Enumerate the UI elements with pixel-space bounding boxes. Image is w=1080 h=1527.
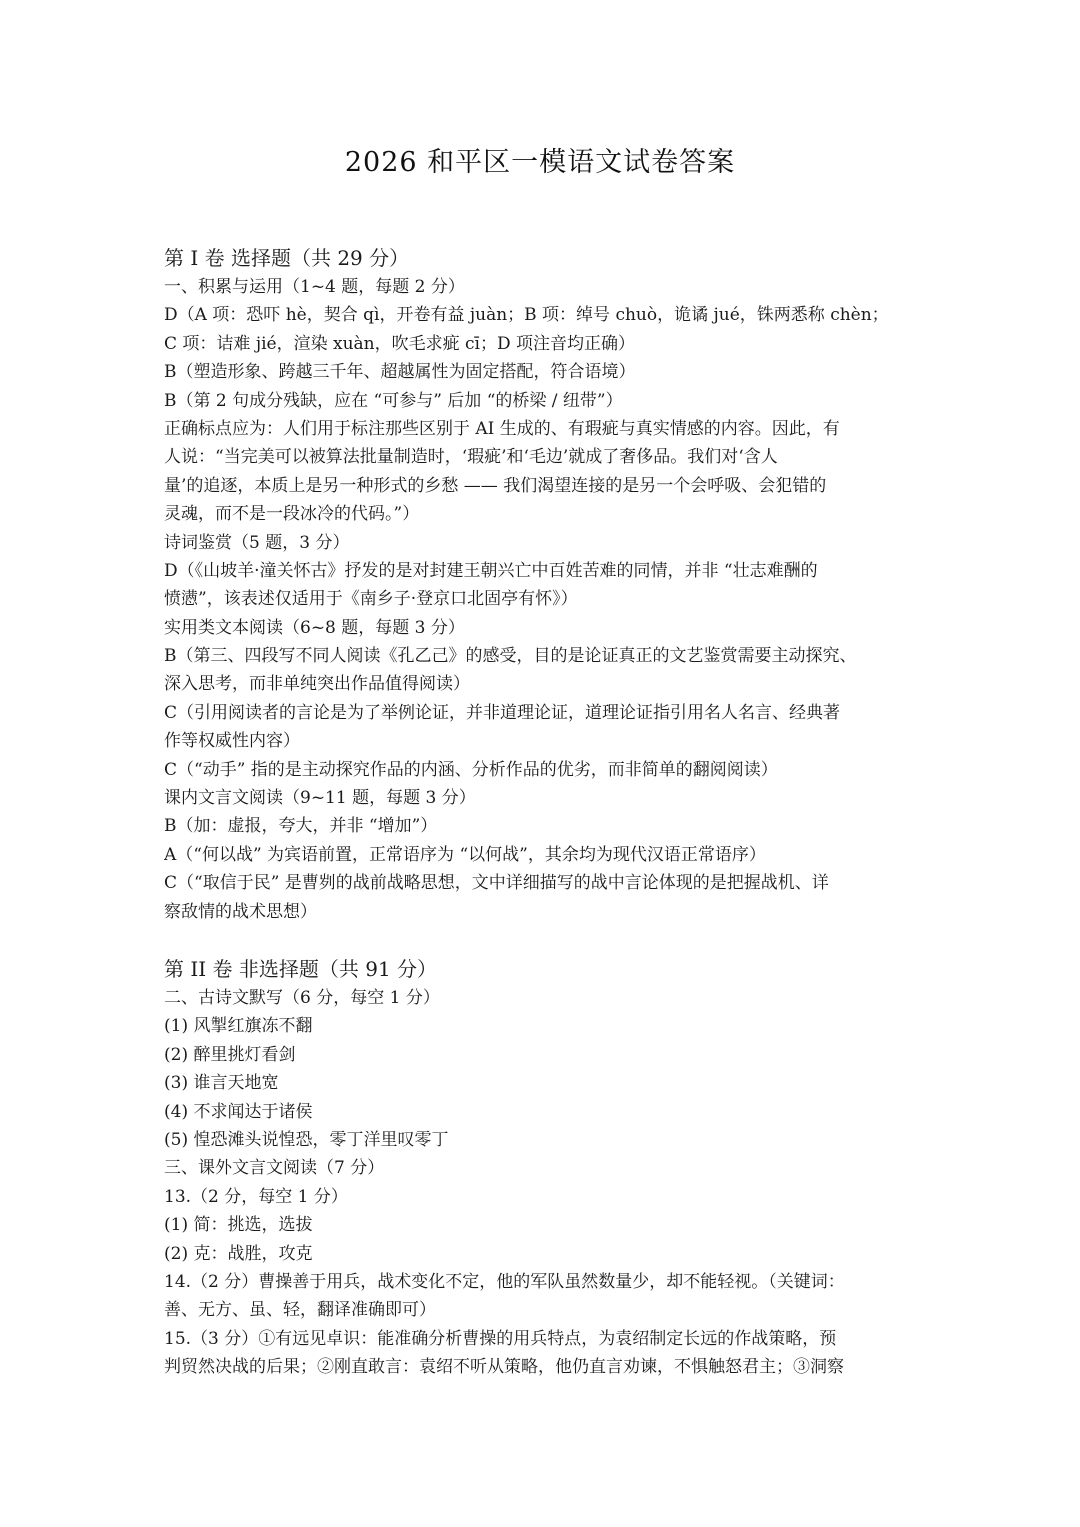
answer-line: 实用类文本阅读（6~8 题，每题 3 分） [164, 617, 465, 638]
answer-line: 课内文言文阅读（9~11 题，每题 3 分） [164, 788, 476, 809]
part1-heading: 第 I 卷 选择题（共 29 分） [164, 246, 410, 270]
answer-line: 13.（2 分，每空 1 分） [164, 1186, 348, 1207]
answer-line: (5) 惶恐滩头说惶恐，零丁洋里叹零丁 [164, 1129, 449, 1150]
document-title: 2026 和平区一模语文试卷答案 [344, 147, 736, 178]
answer-line: C 项：诘难 jié，渲染 xuàn，吹毛求疵 cī；D 项注音均正确） [164, 333, 636, 354]
answer-line: 判贸然决战的后果；②刚直敢言：袁绍不听从策略，他仍直言劝谏，不惧触怒君主；③洞察 [164, 1357, 844, 1378]
answer-line: B（第三、四段写不同人阅读《孔乙己》的感受，目的是论证真正的文艺鉴赏需要主动探究、 [164, 646, 857, 667]
part2-heading: 第 II 卷 非选择题（共 91 分） [164, 956, 438, 981]
answer-line: D（A 项：恐吓 hè，契合 qì，开卷有益 juàn；B 项：绰号 chuò，诡谲 jué，铢两悉称 chèn； [164, 305, 889, 326]
answer-line: 一、积累与运用（1~4 题，每题 2 分） [164, 277, 465, 297]
answer-line: 二、古诗文默写（6 分，每空 1 分） [164, 987, 440, 1008]
answer-line: B（塑造形象、跨越三千年、超越属性为固定搭配，符合语境） [164, 362, 636, 383]
answer-line: D（《山坡羊·潼关怀古》抒发的是对封建王朝兴亡中百姓苦难的同情，并非 “壮志难酬的 [164, 560, 818, 581]
answer-line: 量’的追逐，本质上是另一种形式的乡愁 —— 我们渴望连接的是另一个会呼吸、会犯错的 [164, 475, 827, 496]
answer-line: (1) 风掣红旗冻不翻 [164, 1016, 313, 1037]
answer-line: 善、无方、虽、轻，翻译准确即可） [164, 1300, 436, 1321]
answer-line: 三、课外文言文阅读（7 分） [164, 1158, 385, 1179]
answer-line: 深入思考，而非单纯突出作品值得阅读） [164, 674, 470, 695]
answer-line: C（引用阅读者的言论是为了举例论证，并非道理论证，道理论证指引用名人名言、经典著 [164, 702, 841, 723]
answer-line: (3) 谁言天地宽 [164, 1073, 279, 1094]
answer-line: (1) 简：挑选，选拔 [164, 1215, 313, 1236]
answer-line: 察敌情的战术思想） [164, 901, 317, 922]
answer-line: 人说：“当完美可以被算法批量制造时，‘瑕疵’和‘毛边’就成了奢侈品。我们对‘含人 [164, 447, 778, 468]
answer-line: C（“取信于民” 是曹刿的战前战略思想，文中详细描写的战中言论体现的是把握战机、详 [164, 873, 829, 894]
answer-line: B（加：虚报，夸大，并非 “增加”） [164, 816, 438, 837]
document-body [164, 243, 920, 1381]
answer-line: C（“动手” 指的是主动探究作品的内涵、分析作品的优劣，而非简单的翻阅阅读） [164, 759, 778, 780]
answer-line: 愤懑”，该表述仅适用于《南乡子·登京口北固亭有怀》） [164, 589, 578, 610]
answer-line: 15.（3 分）①有远见卓识：能准确分析曹操的用兵特点，为袁绍制定长远的作战策略，预 [164, 1328, 837, 1349]
part1-answers [164, 273, 920, 926]
answer-line: (2) 醉里挑灯看剑 [164, 1044, 296, 1065]
answer-line: 14.（2 分）曹操善于用兵，战术变化不定，他的军队虽然数量少，却不能轻视。（关键词： [164, 1271, 845, 1292]
answer-line: A（“何以战” 为宾语前置，正常语序为 “以何战”，其余均为现代汉语正常语序） [164, 844, 766, 865]
part2-answers [164, 984, 920, 1381]
answer-line: (4) 不求闻达于诸侯 [164, 1101, 313, 1122]
answer-line: 正确标点应为：人们用于标注那些区别于 AI 生成的、有瑕疵与真实情感的内容。因此，有 [164, 418, 840, 439]
answer-line: (2) 克：战胜，攻克 [164, 1243, 313, 1264]
section-spacer [164, 926, 920, 954]
answer-line: 作等权威性内容） [164, 731, 300, 752]
answer-line: B（第 2 句成分残缺，应在 “可参与” 后加 “的桥梁 / 纽带”） [164, 390, 623, 411]
answer-line: 诗词鉴赏（5 题，3 分） [164, 532, 350, 553]
answer-line: 灵魂，而不是一段冰冷的代码。”） [164, 504, 420, 525]
